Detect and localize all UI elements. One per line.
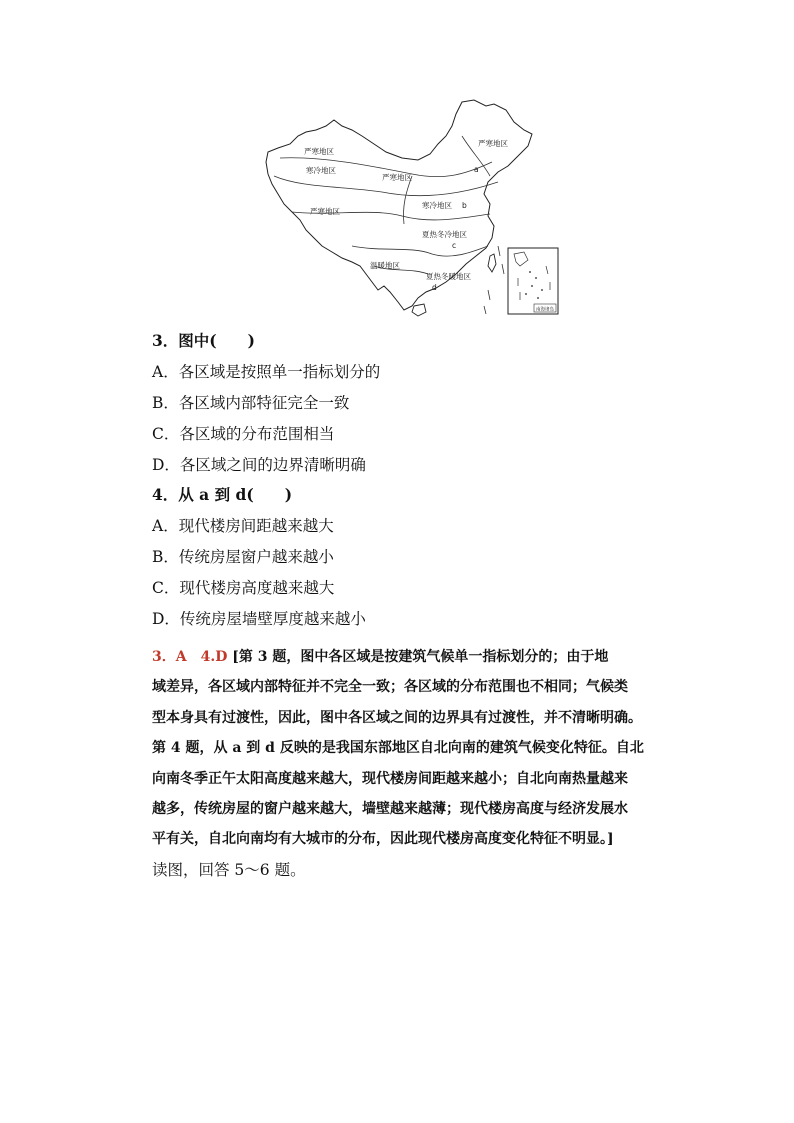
q4-option-d: D．传统房屋墙壁厚度越来越小: [152, 610, 366, 628]
point-a: a: [474, 165, 479, 174]
explanation-text-7: 平有关，自北向南均有大城市的分布，因此现代楼房高度变化特征不明显。]: [152, 831, 614, 848]
read-prompt: 读图，回答 5～6 题。: [152, 861, 306, 879]
q3-stem: 3．图中( ): [152, 331, 255, 350]
label-cold-w: 寒冷地区: [306, 166, 336, 175]
label-severe-cold-tibet: 严寒地区: [310, 207, 340, 216]
q3-option-c: C．各区域的分布范围相当: [152, 425, 335, 443]
q4-option-c: C．现代楼房高度越来越大: [152, 579, 335, 597]
south-china-sea-inset: [508, 248, 558, 314]
q4-option-a: A．现代楼房间距越来越大: [152, 517, 334, 535]
q3-option-d: D．各区域之间的边界清晰明确: [152, 456, 366, 474]
inset-caption: 南海诸岛: [536, 307, 554, 313]
label-cold-e: 寒冷地区: [422, 201, 452, 210]
answer-line-1: [152, 642, 682, 672]
q3-option-a: A．各区域是按照单一指标划分的: [152, 363, 381, 381]
explanation-line-3: [0, 703, 682, 733]
answer-key: 3．A 4.D: [152, 649, 228, 665]
explanation-text-4: 第 4 题，从 a 到 d 反映的是我国东部地区自北向南的建筑气候变化特征。自北: [152, 740, 644, 757]
explanation-line-2: [0, 672, 682, 702]
explanation-line-4: [0, 733, 682, 763]
china-outline: [266, 100, 532, 310]
explanation-text-3: 型本身具有过渡性，因此，图中各区域之间的边界具有过渡性，并不清晰明确。: [152, 709, 642, 726]
q4-stem: 4．从 a 到 d( ): [152, 485, 293, 504]
taiwan-island: [488, 254, 496, 272]
point-c: c: [452, 241, 457, 250]
explanation-text-5: 向南冬季正午太阳高度越来越大，现代楼房间距越来越小；自北向南热量越来: [152, 770, 628, 787]
china-outline-map: [262, 96, 572, 318]
explanation-line-6: [0, 794, 682, 824]
hainan-island: [412, 304, 426, 316]
climate-zone-map: [262, 96, 572, 318]
label-hot-summer-warm-winter: 夏热冬暖地区: [426, 272, 471, 281]
explanation-text-2: 域差异，各区域内部特征并不完全一致；各区域的分布范围也不相同；气候类: [152, 679, 628, 696]
explanation-line-5: [0, 764, 682, 794]
point-d: d: [432, 283, 437, 292]
label-severe-cold-center: 严寒地区: [382, 173, 412, 182]
explanation-line-7: [0, 824, 682, 854]
label-hot-summer-cold-winter: 夏热冬冷地区: [422, 230, 467, 239]
q4-option-b: B．传统房屋窗户越来越小: [152, 548, 334, 566]
point-b: b: [462, 201, 467, 210]
q3-option-b: B．各区域内部特征完全一致: [152, 394, 350, 412]
label-mild: 温暖地区: [370, 261, 400, 270]
explanation-line-1: [第 3 题，图中各区域是按建筑气候单一指标划分的；由于地: [232, 649, 609, 665]
label-severe-cold-nw: 严寒地区: [304, 147, 334, 156]
answer-explanation: [152, 642, 682, 855]
label-severe-cold-ne: 严寒地区: [478, 139, 508, 148]
explanation-text-6: 越多，传统房屋的窗户越来越大，墙壁越来越薄；现代楼房高度与经济发展水: [152, 801, 628, 818]
zone-boundary-4: [352, 246, 488, 256]
